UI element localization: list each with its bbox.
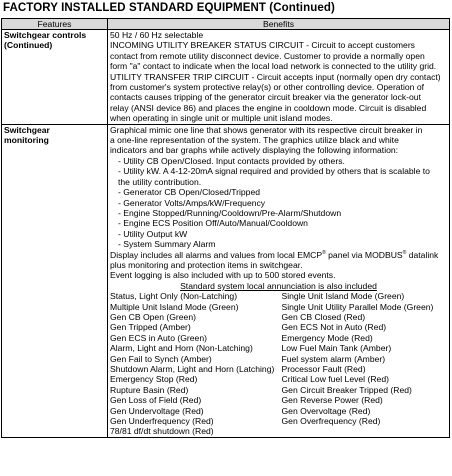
- benefit-line: INCOMING UTILITY BREAKER STATUS CIRCUIT - Circuit to accept customers: [110, 40, 415, 51]
- header-features: Features: [2, 19, 108, 30]
- feature-name: Switchgear: [4, 124, 50, 135]
- benefit-line: when operating in single unit or multiple unit island modes.: [110, 113, 333, 124]
- annunciation-item: Shutdown Alarm, Light and Horn (Latching): [110, 364, 275, 374]
- annunciation-item: Gen Circuit Breaker Tripped (Red): [281, 384, 412, 395]
- annunciation-item: Gen Overvoltage (Red): [281, 405, 371, 416]
- bullet-line: - Utility CB Open/Closed. Input contacts provided by others.: [118, 155, 345, 166]
- annunciation-item: Gen CB Open (Green): [110, 311, 196, 322]
- benefit-line: UTILITY TRANSFER TRIP CIRCUIT - Circuit accepts input (normally open dry contact): [110, 71, 441, 82]
- annunciation-item: Gen Tripped (Amber): [110, 322, 191, 333]
- table-row-switchgear-monitoring: [2, 124, 450, 437]
- annunciation-item: 78/81 df/dt shutdown (Red): [110, 426, 214, 437]
- benefit-line: contact from remote utility disconnect device. Customer to provide a normally open: [110, 50, 425, 61]
- equipment-table: [1, 18, 450, 438]
- annunciation-item: Single Unit Island Mode (Green): [281, 291, 405, 302]
- bullet-line: - Utility kW. A 4-12-20mA signal required and provided by others that is scalable to: [118, 166, 430, 177]
- display-text-c: datalink: [406, 249, 439, 260]
- bullet-line: - Generator CB Open/Closed/Tripped: [118, 187, 261, 198]
- annunciation-item: Gen ECS in Auto (Green): [110, 332, 207, 343]
- benefit-line: indicators and bar graphs while actively displaying the following information:: [110, 145, 399, 156]
- benefit-line: 50 Hz / 60 Hz selectable: [110, 30, 204, 40]
- benefit-line: plus monitoring and protection items in switchgear.: [110, 259, 303, 270]
- annunciation-item: Gen Undervoltage (Red): [110, 405, 204, 416]
- registered-mark: ®: [322, 249, 326, 256]
- feature-subname: (Continued): [4, 40, 53, 51]
- feature-cell: [2, 30, 108, 125]
- annunciation-item: Critical Low fuel Level (Red): [281, 374, 389, 385]
- annunciation-item: Processor Fault (Red): [281, 364, 366, 374]
- display-text-b: panel via MODBUS: [325, 249, 403, 260]
- annunciation-heading: Standard system local annunciation is also included: [180, 280, 377, 291]
- benefits-cell: [108, 124, 450, 437]
- annunciation-item: Emergency Stop (Red): [110, 374, 198, 385]
- bullet-line: - Engine Stopped/Running/Cooldown/Pre-Alarm/Shutdown: [118, 207, 342, 218]
- bullet-line: - Utility Output kW: [118, 228, 188, 239]
- bullet-line: - Generator Volts/Amps/kW/Frequency: [118, 197, 266, 208]
- annunciation-item: Status, Light Only (Non-Latching): [110, 291, 238, 302]
- benefit-line: relay (ANSI device 86) and places the engine in cooldown mode. Circuit is disabled: [110, 102, 427, 113]
- benefit-line: Event logging is also included with up to 500 stored events.: [110, 270, 336, 281]
- feature-cell: [2, 124, 108, 437]
- table-row-switchgear-controls: [2, 30, 450, 125]
- feature-name: Switchgear controls: [4, 30, 87, 40]
- benefit-line: from customer's system protective relay(s) or other controlling device. Operation of: [110, 82, 424, 93]
- benefit-line: contacts causes tripping of the generator circuit breaker via the generator lock-out: [110, 92, 421, 103]
- display-line: [110, 250, 447, 260]
- table-header-row: [2, 19, 450, 30]
- annunciation-list: [110, 291, 447, 437]
- annunciation-item: Low Fuel Main Tank (Amber): [281, 343, 392, 354]
- annunciation-item: Gen Overfrequency (Red): [281, 416, 381, 427]
- benefit-line: a one-line representation of the system. The graphics utilize black and white: [110, 135, 399, 146]
- annunciation-item: [279, 426, 448, 436]
- feature-subname: monitoring: [4, 135, 49, 146]
- annunciation-item: Multiple Unit Island Mode (Green): [110, 301, 239, 312]
- benefit-line: form "a" contact to indicate when the local load network is connected to the utility grid.: [110, 61, 437, 72]
- annunciation-item: Gen Loss of Field (Red): [110, 395, 202, 406]
- benefits-cell: [108, 30, 450, 125]
- bullet-line: - Engine ECS Position Off/Auto/Manual/Cooldown: [118, 218, 308, 229]
- annunciation-item: Gen Underfrequency (Red): [110, 416, 214, 427]
- registered-mark: ®: [402, 249, 407, 256]
- benefit-line: Graphical mimic one line that shows generator with its respective circuit breaker in: [110, 124, 423, 135]
- bullet-line: - System Summary Alarm: [118, 239, 216, 250]
- annunciation-item: Fuel system alarm (Amber): [281, 353, 386, 364]
- annunciation-item: Single Unit Utility Parallel Mode (Green): [281, 301, 434, 312]
- display-text-a: Display includes all alarms and values from local EMCP: [110, 249, 323, 260]
- annunciation-item: Alarm, Light and Horn (Non-Latching): [110, 343, 253, 354]
- annunciation-item: Gen Fail to Synch (Amber): [110, 353, 212, 364]
- header-benefits: Benefits: [108, 19, 450, 30]
- annunciation-item: Rupture Basin (Red): [110, 384, 189, 395]
- bullet-line: the utility contribution.: [118, 176, 202, 187]
- annunciation-item: Gen ECS Not in Auto (Red): [281, 322, 387, 333]
- page-title: FACTORY INSTALLED STANDARD EQUIPMENT (Continued): [3, 2, 335, 14]
- annunciation-item: Gen Reverse Power (Red): [281, 395, 383, 406]
- annunciation-item: Gen CB Closed (Red): [281, 311, 366, 322]
- annunciation-item: Emergency Mode (Red): [281, 332, 373, 343]
